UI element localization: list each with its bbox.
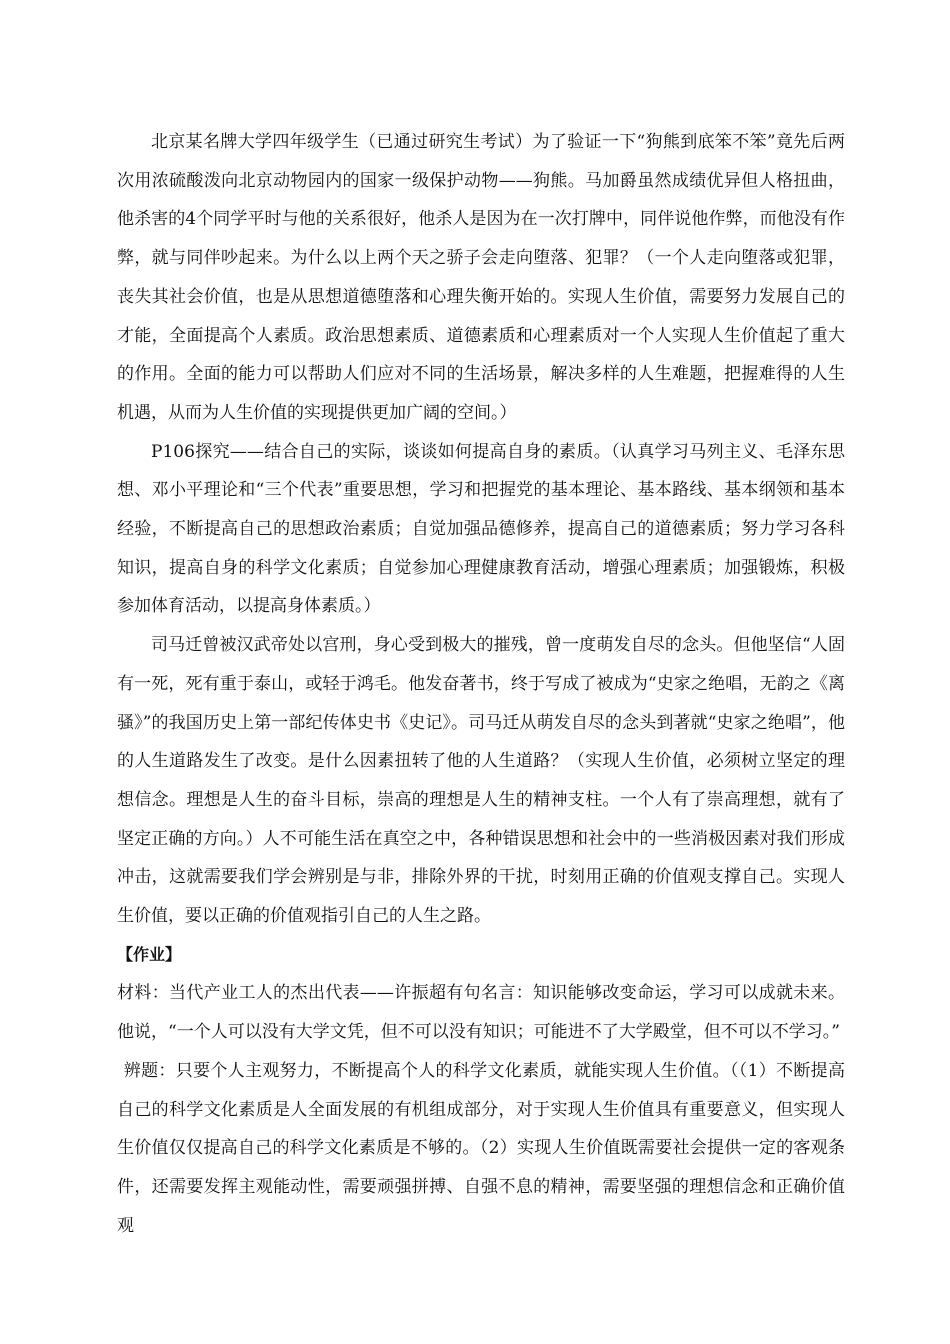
homework-heading: 【作业】	[117, 944, 182, 964]
homework-debate: 辨题：只要个人主观努力，不断提高个人的科学文化素质，就能实现人生价值。（（1）不断提高自己的科学文化素质是人全面发展的有机组成部分，对于实现人生价值具有重要意义，但实现人生价值仅仅提高自己的科学文化素质是不够的。（2）实现人生价值既需要社会提供一定的客观条件，还需要发挥主观能动性，需要顽强拼搏、自强不息的精神，需要坚强的理想信念和正确价值观	[117, 1060, 845, 1236]
homework-material: 材料：当代产业工人的杰出代表——许振超有句名言：知识能够改变命运，学习可以成就未来。他说，“一个人可以没有大学文凭，但不可以没有知识；可能进不了大学殿堂，但不可以不学习。”	[117, 983, 845, 1043]
paragraph-bear-case: 北京某名牌大学四年级学生（已通过研究生考试）为了验证一下“狗熊到底笨不笨”竟先后两次用浓硫酸泼向北京动物园内的国家一级保护动物——狗熊。马加爵虽然成绩优异但人格扭曲，他杀害的4个同学平时与他的关系很好，他杀人是因为在一次打牌中，同伴说他作弊，而他没有作弊，就与同伴吵起来。为什么以上两个天之骄子会走向堕落、犯罪？（一个人走向堕落或犯罪，丧失其社会价值，也是从思想道德堕落和心理失衡开始的。实现人生价值，需要努力发展自己的才能，全面提高个人素质。政治思想素质、道德素质和心理素质对一个人实现人生价值起了重大的作用。全面的能力可以帮助人们应对不同的生活场景，解决多样的人生难题，把握难得的人生机遇，从而为人生价值的实现提供更加广阔的空间。）	[117, 132, 845, 423]
paragraph-sima-qian: 司马迁曾被汉武帝处以宫刑，身心受到极大的摧残，曾一度萌发自尽的念头。但他坚信“人固有一死，死有重于泰山，或轻于鸿毛。他发奋著书，终于写成了被成为“史家之绝唱，无韵之《离骚》”的我国历史上第一部纪传体史书《史记》。司马迁从萌发自尽的念头到著就“史家之绝唱”，他的人生道路发生了改变。是什么因素扭转了他的人生道路？（实现人生价值，必须树立坚定的理想信念。理想是人生的奋斗目标，崇高的理想是人生的精神支柱。一个人有了崇高理想，就有了坚定正确的方向。）人不可能生活在真空之中，各种错误思想和社会中的一些消极因素对我们形成冲击，这就需要我们学会辨别是与非，排除外界的干扰，时刻用正确的价值观支撑自己。实现人生价值，要以正确的价值观指引自己的人生之路。	[117, 635, 845, 927]
paragraph-p106-inquiry: P106探究——结合自己的实际，谈谈如何提高自身的素质。（认真学习马列主义、毛泽东思想、邓小平理论和“三个代表”重要思想，学习和把握党的基本理论、基本路线、基本纲领和基本经验，不断提高自己的思想政治素质；自觉加强品德修养，提高自己的道德素质；努力学习各科知识，提高自身的科学文化素质；自觉参加心理健康教育活动，增强心理素质；加强锻炼，积极参加体育活动，以提高身体素质。）	[117, 441, 845, 617]
document-body	[117, 123, 845, 1245]
